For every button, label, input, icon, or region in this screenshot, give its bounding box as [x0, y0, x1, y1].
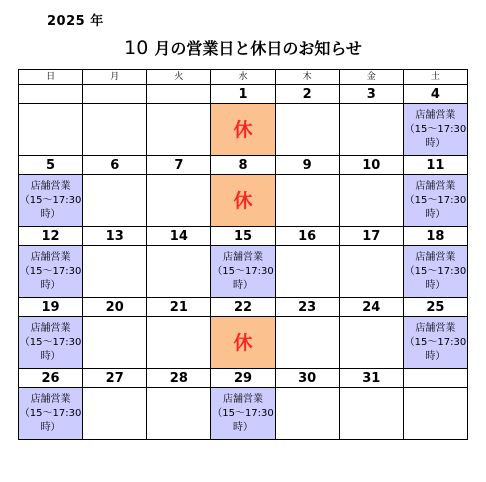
date-number: 1	[211, 85, 275, 104]
store-open-cell	[19, 246, 83, 298]
closed-label: 休	[233, 189, 253, 212]
store-hours-line: 時）	[425, 350, 446, 362]
store-hours-line: 時）	[425, 208, 446, 220]
store-hours-line: （15～17:30	[404, 194, 467, 206]
store-hours-line: （15～17:30	[404, 336, 467, 348]
empty-day-cell	[83, 246, 147, 298]
empty-day-cell	[275, 246, 339, 298]
store-hours-line: （15～17:30	[404, 265, 467, 277]
store-open-cell	[19, 317, 83, 369]
date-number: 2	[275, 85, 339, 104]
date-status-row	[19, 246, 468, 298]
calendar-body	[19, 85, 468, 440]
date-number	[19, 85, 83, 104]
empty-day-cell	[275, 388, 339, 440]
date-number: 25	[403, 298, 467, 317]
weekday-header-row	[19, 70, 468, 85]
empty-day-cell	[147, 104, 211, 156]
empty-day-cell	[83, 104, 147, 156]
store-hours-line: 店舗営業	[30, 393, 71, 405]
store-hours-line: 時）	[425, 137, 446, 149]
empty-day-cell	[339, 317, 403, 369]
empty-day-cell	[83, 317, 147, 369]
empty-day-cell	[275, 317, 339, 369]
date-status-row	[19, 317, 468, 369]
month-number: 10	[124, 37, 149, 59]
date-number	[403, 369, 467, 388]
weekday-header-friday: 金	[339, 70, 403, 85]
store-hours-line: 店舗営業	[415, 322, 456, 334]
empty-day-cell	[147, 246, 211, 298]
weekday-header-sunday: 日	[19, 70, 83, 85]
date-number: 29	[211, 369, 275, 388]
date-number: 13	[83, 227, 147, 246]
date-number: 21	[147, 298, 211, 317]
store-hours-line: 店舗営業	[222, 393, 263, 405]
date-number: 20	[83, 298, 147, 317]
closed-label: 休	[233, 118, 253, 141]
store-hours-line: （15～17:30	[212, 407, 274, 419]
calendar-table	[18, 69, 468, 440]
date-number: 30	[275, 369, 339, 388]
date-number: 10	[339, 156, 403, 175]
store-open-cell	[211, 388, 275, 440]
empty-day-cell	[147, 175, 211, 227]
weekday-header-saturday: 土	[403, 70, 467, 85]
closed-day-cell	[211, 317, 275, 369]
closed-day-cell	[211, 175, 275, 227]
store-open-cell	[403, 104, 467, 156]
date-number: 5	[19, 156, 83, 175]
store-hours-line: 時）	[40, 279, 61, 291]
date-number: 9	[275, 156, 339, 175]
date-number: 22	[211, 298, 275, 317]
store-hours-line: 店舗営業	[222, 251, 263, 263]
store-hours-line: 店舗営業	[415, 109, 456, 121]
date-number: 17	[339, 227, 403, 246]
empty-day-cell	[339, 104, 403, 156]
empty-day-cell	[83, 388, 147, 440]
date-number-row	[19, 156, 468, 175]
store-hours-line: 時）	[232, 421, 253, 433]
empty-day-cell	[147, 388, 211, 440]
store-hours-line: 店舗営業	[30, 322, 71, 334]
date-number: 27	[83, 369, 147, 388]
date-number: 3	[339, 85, 403, 104]
date-number: 7	[147, 156, 211, 175]
empty-day-cell	[339, 388, 403, 440]
date-number: 15	[211, 227, 275, 246]
store-hours-line: （15～17:30	[19, 194, 82, 206]
year-label: 2025 年	[47, 14, 104, 29]
store-hours-line: （15～17:30	[19, 265, 82, 277]
store-open-cell	[403, 175, 467, 227]
store-hours-line: （15～17:30	[212, 265, 274, 277]
date-number: 14	[147, 227, 211, 246]
closed-day-cell	[211, 104, 275, 156]
store-hours-line: 店舗営業	[30, 251, 71, 263]
store-hours-line: 店舗営業	[30, 180, 71, 192]
title-text: 月の営業日と休日のお知らせ	[154, 39, 362, 58]
date-number: 16	[275, 227, 339, 246]
date-number-row	[19, 298, 468, 317]
date-number-row	[19, 227, 468, 246]
weekday-header-wednesday: 水	[211, 70, 275, 85]
date-number: 12	[19, 227, 83, 246]
store-hours-line: 時）	[232, 279, 253, 291]
store-open-cell	[211, 246, 275, 298]
store-hours-line: 店舗営業	[415, 180, 456, 192]
store-open-cell	[403, 317, 467, 369]
empty-day-cell	[147, 317, 211, 369]
empty-day-cell	[275, 175, 339, 227]
empty-day-cell	[275, 104, 339, 156]
date-number	[147, 85, 211, 104]
store-hours-line: （15～17:30	[19, 407, 82, 419]
date-number: 26	[19, 369, 83, 388]
date-number-row	[19, 85, 468, 104]
store-open-cell	[403, 246, 467, 298]
date-status-row	[19, 388, 468, 440]
empty-day-cell	[83, 175, 147, 227]
empty-day-cell	[403, 388, 467, 440]
date-status-row	[19, 175, 468, 227]
date-number: 11	[403, 156, 467, 175]
date-number	[83, 85, 147, 104]
date-number: 28	[147, 369, 211, 388]
store-open-cell	[19, 175, 83, 227]
date-number: 8	[211, 156, 275, 175]
store-hours-line: 時）	[425, 279, 446, 291]
empty-day-cell	[339, 246, 403, 298]
date-number: 23	[275, 298, 339, 317]
date-status-row	[19, 104, 468, 156]
date-number: 4	[403, 85, 467, 104]
empty-day-cell	[339, 175, 403, 227]
weekday-header-thursday: 木	[275, 70, 339, 85]
empty-day-cell	[19, 104, 83, 156]
store-hours-line: （15～17:30	[19, 336, 82, 348]
date-number-row	[19, 369, 468, 388]
weekday-header-monday: 月	[83, 70, 147, 85]
date-number: 24	[339, 298, 403, 317]
store-hours-line: 時）	[40, 350, 61, 362]
store-hours-line: 時）	[40, 208, 61, 220]
date-number: 6	[83, 156, 147, 175]
date-number: 19	[19, 298, 83, 317]
store-hours-line: 店舗営業	[415, 251, 456, 263]
store-open-cell	[19, 388, 83, 440]
date-number: 18	[403, 227, 467, 246]
weekday-header-tuesday: 火	[147, 70, 211, 85]
page-title	[0, 36, 486, 59]
date-number: 31	[339, 369, 403, 388]
store-hours-line: （15～17:30	[404, 123, 467, 135]
store-hours-line: 時）	[40, 421, 61, 433]
closed-label: 休	[233, 331, 253, 354]
